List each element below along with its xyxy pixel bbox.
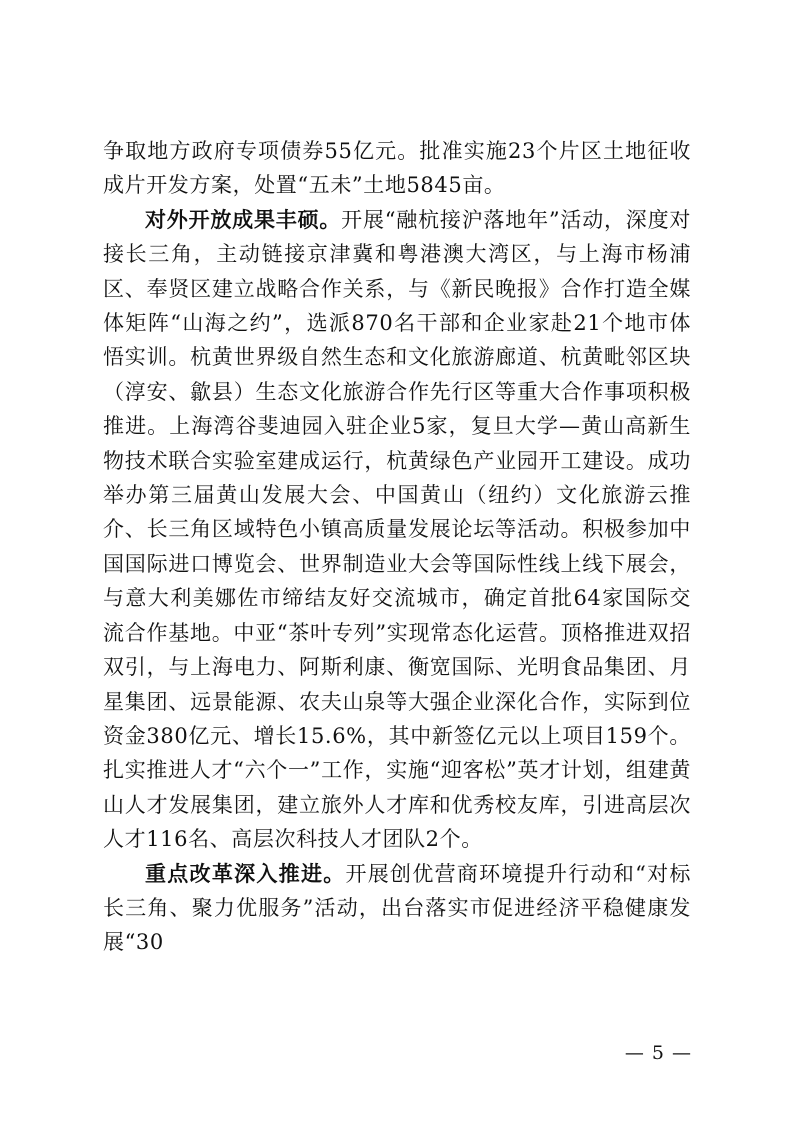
paragraph-lead: 对外开放成果丰硕。	[145, 206, 342, 232]
paragraph-reform	[103, 857, 691, 960]
paragraph-text: 开展“融杭接沪落地年”活动，深度对接长三角，主动链接京津冀和粤港澳大湾区，与上海市杨浦区、奉贤区建立战略合作关系，与《新民晚报》合作打造全媒体矩阵“山海之约”，选派870名干部和企业家赴21个地市体悟实训。杭黄世界级自然生态和文化旅游廊道、杭黄毗邻区块（淳安、歙县）生态文化旅游合作先行区等重大合作事项积极推进。上海湾谷斐迪园入驻企业5家，复旦大学—黄山高新生物技术联合实验室建成运行，杭黄绿色产业园开工建设。成功举办第三届黄山发展大会、中国黄山（纽约）文化旅游云推介、长三角区域特色小镇高质量发展论坛等活动。积极参加中国国际进口博览会、世界制造业大会等国际性线上线下展会，与意大利美娜佐市缔结友好交流城市，确定首批64家国际交流合作基地。中亚“茶叶专列”实现常态化运营。顶格推进双招双引，与上海电力、阿斯利康、衡宽国际、光明食品集团、月星集团、远景能源、农夫山泉等大强企业深化合作，实际到位资金380亿元、增长15.6%，其中新签亿元以上项目159个。扎实推进人才“六个一”工作，实施“迎客松”英才计划，组建黄山人才发展集团，建立旅外人才库和优秀校友库，引进高层次人才116名、高层次科技人才团队2个。	[103, 207, 691, 852]
paragraph-text: 争取地方政府专项债券55亿元。批准实施23个片区土地征收成片开发方案，处置“五未”土地5845亩。	[103, 139, 691, 198]
body-text	[103, 134, 691, 960]
paragraph-lead: 重点改革深入推进。	[145, 860, 346, 886]
paragraph-text: 开展创优营商环境提升行动和“对标长三角、聚力优服务”活动，出台落实市促进经济平稳健康发展“30	[103, 861, 691, 955]
paragraph-opening-up	[103, 203, 691, 857]
page-number: — 5 —	[624, 1042, 692, 1064]
paragraph-continuation	[103, 134, 691, 203]
